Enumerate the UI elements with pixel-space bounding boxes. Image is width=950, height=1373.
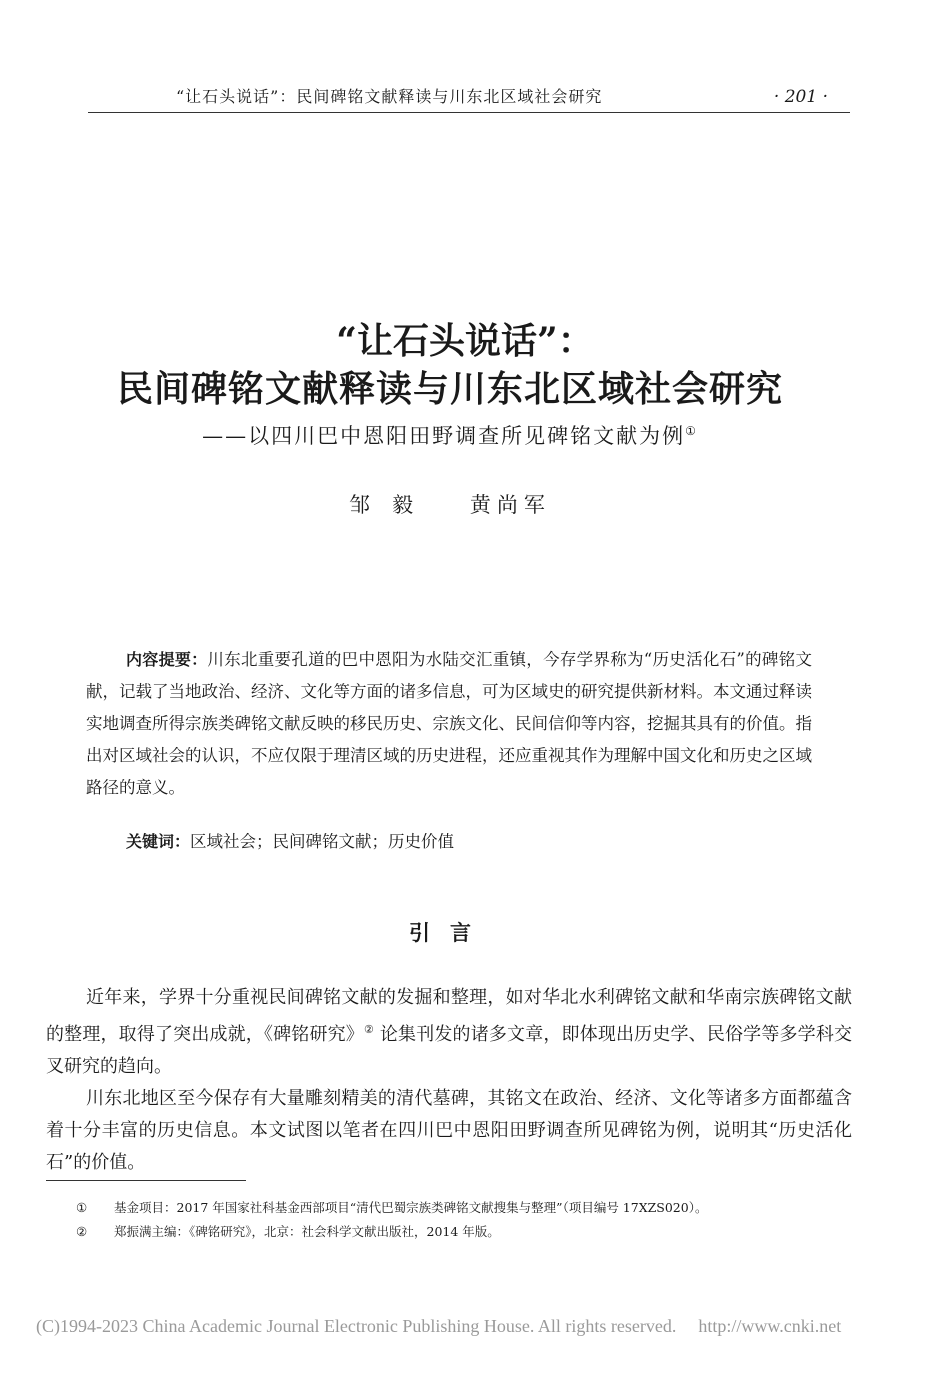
abstract (86, 644, 812, 804)
keywords (86, 826, 812, 858)
page-number: · 201 · (773, 87, 828, 107)
footnote-text: 郑振满主编：《碑铭研究》，北京：社会科学文献出版社，2014 年版。 (114, 1224, 500, 1239)
author-1: 邹毅 (349, 493, 436, 517)
footnote-marker: ① (76, 1200, 88, 1215)
article-title-line1: “让石头说话”： (336, 320, 594, 362)
running-header (88, 86, 850, 113)
footnotes (46, 1196, 846, 1244)
copyright-watermark (36, 1316, 948, 1337)
article-title-line2: 民间碑铭文献释读与川东北区域社会研究 (116, 368, 783, 410)
footnote-text: 基金项目：2017 年国家社科基金西部项目“清代巴蜀宗族类碑铭文献搜集与整理”（项目编号 17XZS020）。 (114, 1200, 708, 1215)
author-2: 黄尚军 (469, 493, 551, 517)
footnote-divider (46, 1180, 246, 1181)
running-title: “让石头说话”：民间碑铭文献释读与川东北区域社会研究 (176, 87, 603, 106)
authors (0, 490, 900, 520)
footnote-1 (46, 1196, 846, 1220)
article-subtitle-text: ——以四川巴中恩阳田野调查所见碑铭文献为例 (202, 424, 686, 448)
article-subtitle (0, 416, 900, 451)
body-paragraph-1 (46, 982, 852, 1083)
section-heading: 引言 (409, 920, 491, 945)
abstract-text: 川东北重要孔道的巴中恩阳为水陆交汇重镇，今存学界称为“历史活化石”的碑铭文献，记载了当地政治、经济、文化等方面的诸多信息，可为区域史的研究提供新材料。本文通过释读实地调查所得宗族类碑铭文献反映的移民历史、宗族文化、民间信仰等内容，挖掘其具有的价值。指出对区域社会的认识，不应仅限于理清区域的历史进程，还应重视其作为理解中国文化和历史之区域路径的意义。 (86, 650, 812, 797)
footnote-2 (46, 1220, 846, 1244)
body-paragraph-1-part-a: 近年来，学界十分重视民间碑铭文献的发掘和整理，如对华北水利碑铭文献和华南宗族碑铭文献的整理，取得了突出成就，《碑铭研究》 (46, 987, 852, 1045)
footnote-ref-1[interactable]: ① (685, 424, 698, 438)
body-paragraph-1-part-b: 论集刊发的诸多文章，即体现出历史学、民俗学等多学科交叉研究的趋向。 (46, 1024, 852, 1077)
cnki-url[interactable]: http://www.cnki.net (698, 1316, 842, 1336)
keywords-label: 关键词： (126, 832, 191, 851)
body-paragraph-2: 川东北地区至今保存有大量雕刻精美的清代墓碑，其铭文在政治、经济、文化等诸多方面都蕴含着十分丰富的历史信息。本文试图以笔者在四川巴中恩阳田野调查所见碑铭为例，说明其“历史活化石”的价值。 (46, 1088, 852, 1173)
keywords-text: 区域社会；民间碑铭文献；历史价值 (190, 832, 455, 851)
article-title-block (0, 318, 900, 451)
body-text (46, 982, 852, 1179)
footnote-marker: ② (76, 1224, 88, 1239)
footnote-ref-2[interactable]: ② (363, 1023, 374, 1036)
copyright-notice: (C)1994-2023 China Academic Journal Electronic Publishing House. All rights reserved. (36, 1316, 677, 1336)
abstract-label: 内容提要： (126, 650, 208, 669)
